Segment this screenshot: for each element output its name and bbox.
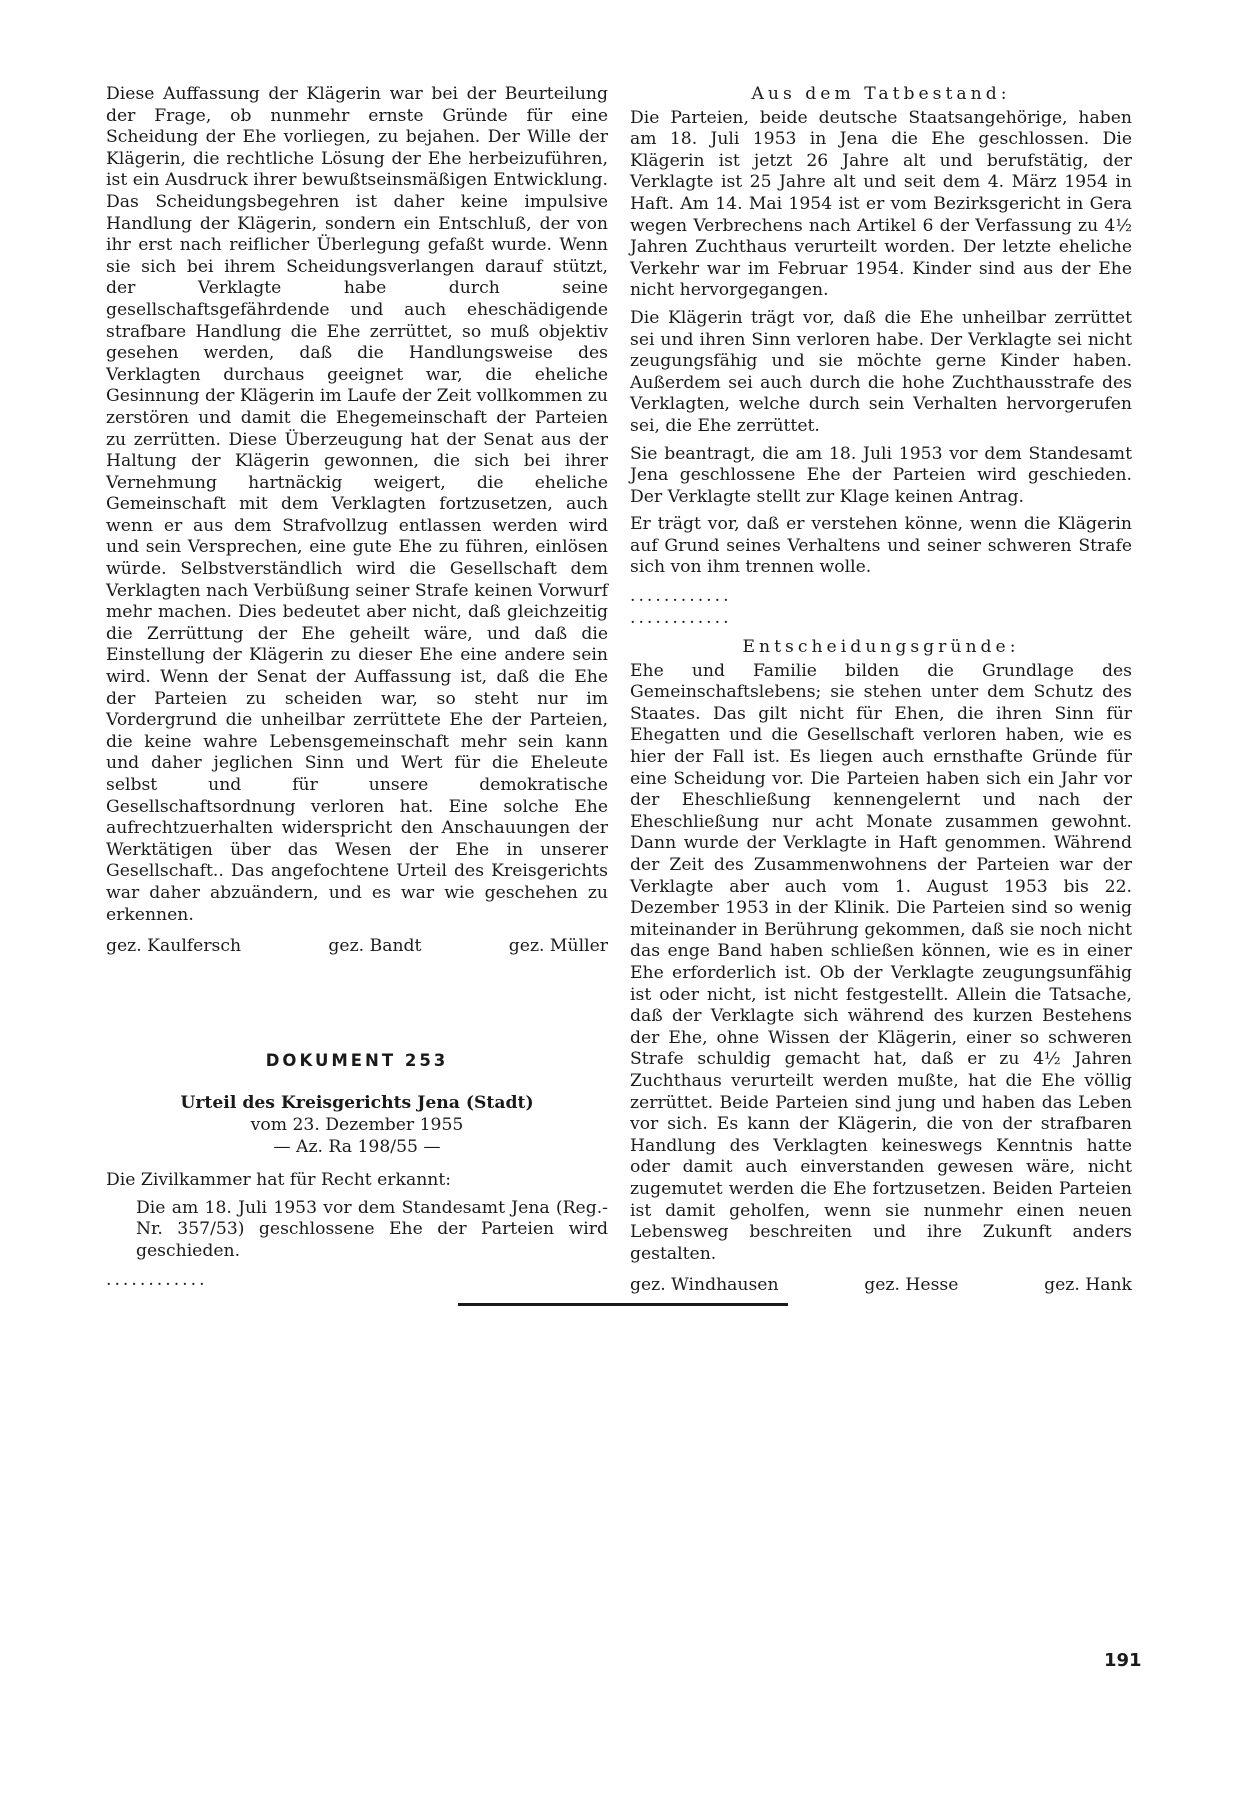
horizontal-rule [458, 1303, 788, 1306]
document-heading: DOKUMENT 253 [265, 1050, 449, 1070]
signature-hank: gez. Hank [1044, 1275, 1132, 1296]
ellipsis-dots-1: ............ [630, 586, 732, 607]
left-paragraph: Diese Auffassung der Klägerin war bei der Beurteilung der Frage, ob nunmehr ernste Gründe für eine Scheidung der Ehe vorliegen, zu bejahen. Der Wille der Klägerin, die rechtliche Lösung der Ehe herbeizuführen, ist ein Ausdruck ihrer bewußtseinsmäßigen Entwicklung. Das Scheidungsbegehren ist daher keine impulsive Handlung der Klägerin, sondern ein Entschluß, der von ihr erst nach reiflicher Überlegung gefaßt wurde. Wenn sie sich bei ihrem Scheidungsverlangen darauf stützt, der Verklagte habe durch seine gesellschaftsgefährdende und auch eheschädigende strafbare Handlung die Ehe zerrüttet, so muß objektiv gesehen werden, daß die Handlungsweise des Verklagten durchaus geeignet war, die eheliche Gesinnung der Klägerin im Laufe der Zeit vollkommen zu zerstören und damit die Ehegemeinschaft der Parteien zu zerrütten. Diese Überzeugung hat der Senat aus der Haltung der Klägerin gewonnen, die sich bei ihrer Vernehmung hartnäckig weigert, die eheliche Gemeinschaft mit dem Verklagten fortzusetzen, auch wenn er aus dem Strafvollzug entlassen werden wird und sein Versprechen, eine gute Ehe zu führen, einlösen würde. Selbstverständlich wird die Gesellschaft dem Verklagten nach Verbüßung seiner Strafe keinen Vorwurf mehr machen. Dies bedeutet aber nicht, daß gleichzeitig die Zerrüttung der Ehe geheilt wäre, und daß die Einstellung der Klägerin zu dieser Ehe eine andere sein wird. Wenn der Senat der Auffassung ist, daß die Ehe der Parteien zu scheiden war, so steht nur im Vordergrund die unheilbar zerrüttete Ehe der Parteien, die keine wahre Lebensgemeinschaft mehr sein kann und daher jeglichen Sinn und Wert für die Eheleute selbst und für unsere demokratische Gesellschaftsordnung verloren hat. Eine solche Ehe aufrechtzuerhalten widerspricht den Anschauungen der Werktätigen über das Wesen der Ehe in unserer Gesellschaft.. Das angefochtene Urteil des Kreisgerichts war daher abzuändern, und es war wie geschehen zu erkennen. [106, 84, 608, 925]
date-line: vom 23. Dezember 1955 [250, 1114, 464, 1135]
reasons-heading: Entscheidungsgründe: [742, 637, 1020, 658]
right-signatures [630, 1275, 1132, 1297]
ruling-text: Die am 18. Juli 1953 vor dem Standesamt Jena (Reg.-Nr. 357/53) geschlossene Ehe der Parteien wird geschieden. [136, 1197, 608, 1261]
signature-hesse: gez. Hesse [864, 1275, 959, 1296]
facts-paragraph-1: Die Parteien, beide deutsche Staatsangehörige, haben am 18. Juli 1953 in Jena die Ehe geschlossen. Die Klägerin ist jetzt 26 Jahre alt und berufstätig, der Verklagte ist 25 Jahre alt und seit dem 4. März 1954 in Haft. Am 14. Mai 1954 ist er vom Bezirksgericht in Gera wegen Verbrechens nach Artikel 6 der Verfassung zu 4½ Jahren Zuchthaus verurteilt worden. Der letzte eheliche Verkehr war im Februar 1954. Kinder sind aus der Ehe nicht hervorgegangen. [630, 107, 1132, 301]
facts-paragraph-2: Die Klägerin trägt vor, daß die Ehe unheilbar zerrüttet sei und ihren Sinn verloren habe. Der Verklagte sei nicht zeugungsfähig und sie möchte gerne Kinder haben. Außerdem sei auch durch die hohe Zuchthausstrafe des Verklagten, welche durch sein Verhalten hervorgerufen sei, die Ehe zerrüttet. [630, 307, 1132, 436]
left-column [106, 84, 608, 1291]
reasons-paragraph: Ehe und Familie bilden die Grundlage des Gemeinschaftslebens; sie stehen unter dem Schutz des Staates. Das gilt nicht für Ehen, die ihren Sinn für Ehegatten und die Gesellschaft verloren haben, wie es hier der Fall ist. Es liegen auch ernsthafte Gründe für eine Scheidung vor. Die Parteien haben sich ein Jahr vor der Eheschließung kennengelernt und nach der Eheschließung nur acht Monate zusammen gewohnt. Dann wurde der Verklagte in Haft genommen. Während der Zeit des Zusammenwohnens der Parteien war der Verklagte aber auch vom 1. August 1953 bis 22. Dezember 1953 in der Klinik. Die Parteien sind so wenig miteinander in Berührung gekommen, daß sie noch nicht das enge Band haben schließen können, wie es in einer Ehe erforderlich ist. Ob der Verklagte zeugungsunfähig ist oder nicht, ist nicht festgestellt. Allein die Tatsache, daß der Verklagte sich während des kurzen Bestehens der Ehe, ohne Wissen der Klägerin, einer so schweren Strafe schuldig gemacht hat, daß er zu 4½ Jahren Zuchthaus verurteilt werden mußte, hat die Ehe völlig zerrüttet. Beide Parteien sind jung und haben das Leben vor sich. Es kann der Klägerin, die von der strafbaren Handlung des Verklagten keineswegs Kenntnis hatte oder damit auch einverstanden gewesen wäre, nicht zugemutet werden die Ehe fortzusetzen. Beiden Parteien ist damit geholfen, wenn sie nunmehr einen neuen Lebensweg beschreiten und ihre Zukunft anders gestalten. [630, 660, 1132, 1264]
signature-3: gez. Müller [508, 936, 608, 957]
ruling-intro: Die Zivilkammer hat für Recht erkannt: [106, 1170, 452, 1191]
az-line: — Az. Ra 198/55 — [273, 1136, 441, 1157]
ellipsis-dots-2: ............ [630, 608, 732, 629]
facts-heading: Aus dem Tatbestand: [751, 84, 1011, 104]
signature-1: gez. Kaulfersch [106, 936, 242, 957]
signature-windhausen: gez. Windhausen [630, 1275, 779, 1296]
page-number: 191 [1104, 1650, 1142, 1671]
ellipsis-dots: ............ [106, 1269, 208, 1290]
facts-paragraph-4: Er trägt vor, daß er verstehen könne, wenn die Klägerin auf Grund seines Verhaltens und seiner schweren Strafe sich von ihm trennen wolle. [630, 514, 1132, 578]
court-line: Urteil des Kreisgerichts Jena (Stadt) [180, 1093, 534, 1114]
facts-paragraph-3: Sie beantragt, die am 18. Juli 1953 vor dem Standesamt Jena geschlossene Ehe der Parteien wird geschieden. Der Verklagte stellt zur Klage keinen Antrag. [630, 443, 1132, 507]
signature-2: gez. Bandt [328, 936, 422, 957]
left-signatures [106, 936, 608, 958]
right-column [630, 84, 1132, 1297]
